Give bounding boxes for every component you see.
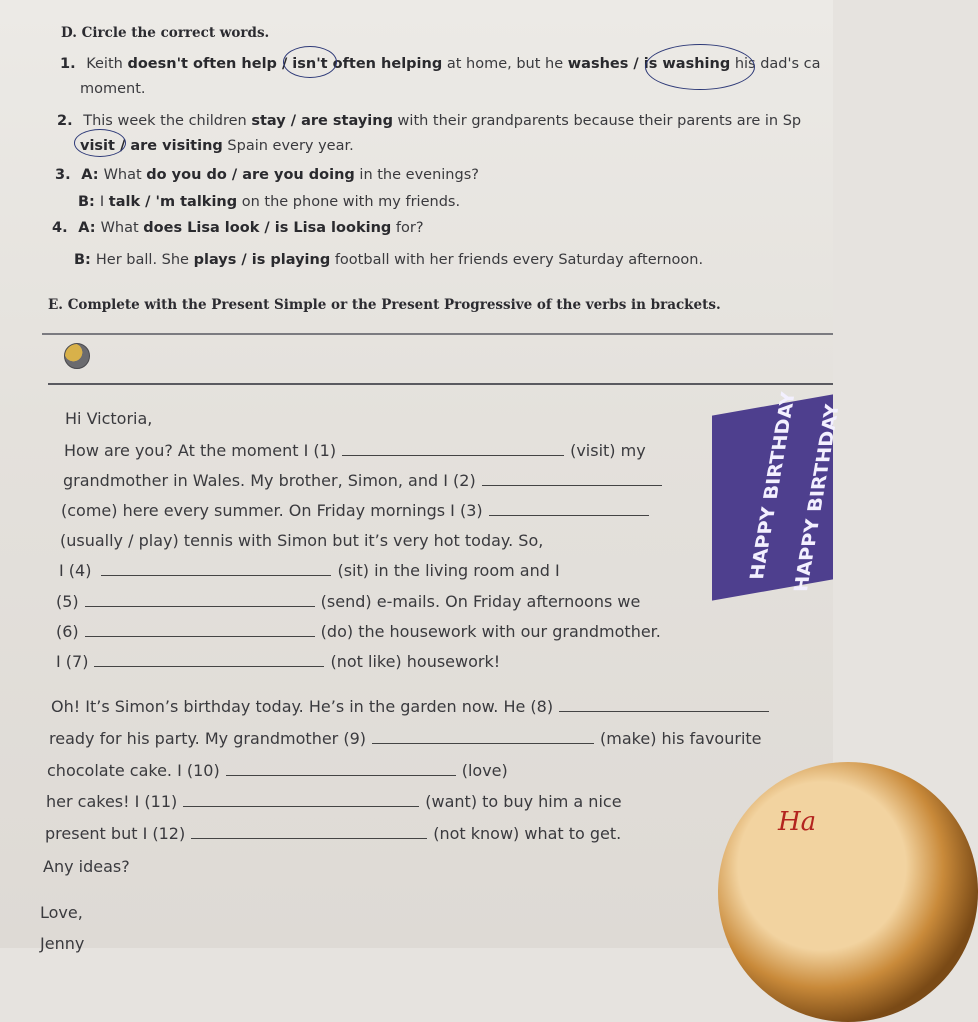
answer-blank-12[interactable] <box>191 837 427 839</box>
letter-text: ready for his party. My grandmother (9) <box>49 729 367 748</box>
item-text: Keith <box>86 56 128 72</box>
letter-text: (not know) what to get. <box>433 824 622 843</box>
choice[interactable]: washes / is washing <box>567 56 731 72</box>
item-text: for? <box>391 220 424 236</box>
item-1-continuation: moment. <box>80 81 146 97</box>
letter-line <box>64 441 646 460</box>
letter-line <box>56 622 661 641</box>
choice[interactable]: visit / are visiting <box>80 138 223 154</box>
item-2 <box>57 113 801 129</box>
speaker: A: <box>81 167 104 183</box>
letter-text: (6) <box>56 622 79 641</box>
choice[interactable]: do you do / are you doing <box>146 167 355 183</box>
letter-line <box>56 652 500 671</box>
item-1 <box>60 56 821 72</box>
letter-text: her cakes! I (11) <box>46 792 178 811</box>
letter-text: (sit) in the living room and I <box>337 561 560 580</box>
answer-blank-7[interactable] <box>94 665 324 667</box>
letter-text: (make) his favourite <box>600 729 762 748</box>
speaker: B: <box>74 252 96 268</box>
speaker: A: <box>78 220 101 236</box>
answer-blank-11[interactable] <box>183 805 419 807</box>
gift-wrap-text: HAPPY BIRTHDAY <box>790 403 844 592</box>
letter-line <box>49 729 762 748</box>
letter-line <box>47 761 508 780</box>
letter-text: (do) the housework with our grandmother. <box>320 622 661 641</box>
item-3b <box>78 194 460 210</box>
answer-blank-1[interactable] <box>342 454 564 456</box>
section-d-title: D. Circle the correct words. <box>61 25 270 41</box>
gift-wrap-text: HAPPY BIRTHDAY <box>746 391 800 580</box>
letter-text: (5) <box>56 592 79 611</box>
letter-signature: Jenny <box>40 934 85 953</box>
letter-text: present but I (12) <box>45 824 186 843</box>
item-2-continuation <box>80 138 354 154</box>
letter-text: (come) here every summer. On Friday mornings I (3) <box>61 501 483 520</box>
letter-text: grandmother in Wales. My brother, Simon, and I (2) <box>63 471 476 490</box>
answer-blank-3[interactable] <box>489 514 649 516</box>
item-text: at home, but he <box>442 56 568 72</box>
letter-text: (visit) my <box>570 441 646 460</box>
answer-blank-10[interactable] <box>226 774 456 776</box>
letter-closing: Love, <box>40 903 83 922</box>
item-text: football with her friends every Saturday afternoon. <box>330 252 704 268</box>
item-number: 2. <box>57 113 73 129</box>
letter-line: (usually / play) tennis with Simon but it’s very hot today. So, <box>60 531 544 550</box>
letter-line <box>59 561 560 580</box>
choice[interactable]: doesn't often help / isn't often helping <box>127 56 443 72</box>
answer-blank-6[interactable] <box>85 635 315 637</box>
letter-text: I (4) <box>59 561 92 580</box>
letter-text: (send) e-mails. On Friday afternoons we <box>320 592 641 611</box>
letter-text: (not like) housework! <box>330 652 501 671</box>
speaker: B: <box>78 194 100 210</box>
letter-line <box>61 501 655 520</box>
choice[interactable]: plays / is playing <box>193 252 331 268</box>
answer-blank-5[interactable] <box>85 605 315 607</box>
item-text: This week the children <box>83 113 252 129</box>
item-text: I <box>99 194 109 210</box>
item-text: What <box>103 167 147 183</box>
item-text: Her ball. She <box>95 252 194 268</box>
item-number: 4. <box>52 220 68 236</box>
letter-line <box>45 824 621 843</box>
item-text: in the evenings? <box>354 167 479 183</box>
letter-text: (love) <box>461 761 508 780</box>
answer-blank-2[interactable] <box>482 484 662 486</box>
letter-greeting: Hi Victoria, <box>65 409 153 428</box>
item-text: What <box>100 220 144 236</box>
birthday-cake-image <box>718 762 978 1022</box>
item-text: Spain every year. <box>222 138 354 154</box>
item-number: 1. <box>60 56 76 72</box>
item-4b <box>74 252 703 268</box>
section-e-title: E. Complete with the Present Simple or the Present Progressive of the verbs in brackets. <box>48 297 721 313</box>
cake-icing-text: Ha <box>778 807 817 837</box>
item-3a <box>55 167 479 183</box>
choice[interactable]: talk / 'm talking <box>108 194 238 210</box>
letter-text: chocolate cake. I (10) <box>47 761 220 780</box>
letter-line: Any ideas? <box>43 857 130 876</box>
letter-line <box>46 792 622 811</box>
choice[interactable]: stay / are staying <box>251 113 393 129</box>
divider-top <box>42 333 833 335</box>
letter-text: I (7) <box>56 652 89 671</box>
letter-line <box>51 697 775 716</box>
item-number: 3. <box>55 167 71 183</box>
item-text: his dad's ca <box>730 56 821 72</box>
item-text: on the phone with my friends. <box>237 194 461 210</box>
answer-blank-8[interactable] <box>559 710 769 712</box>
letter-text: Oh! It’s Simon’s birthday today. He’s in the garden now. He (8) <box>51 697 554 716</box>
answer-blank-4[interactable] <box>101 574 331 576</box>
audio-icon[interactable] <box>64 343 90 369</box>
answer-blank-9[interactable] <box>372 742 594 744</box>
letter-line <box>63 471 668 490</box>
item-4a <box>52 220 424 236</box>
letter-text: How are you? At the moment I (1) <box>64 441 337 460</box>
divider-bottom <box>48 383 833 385</box>
letter-line <box>56 592 640 611</box>
birthday-gift-image <box>712 391 844 600</box>
choice[interactable]: does Lisa look / is Lisa looking <box>143 220 392 236</box>
item-text: with their grandparents because their parents are in Sp <box>392 113 802 129</box>
letter-text: (want) to buy him a nice <box>425 792 622 811</box>
